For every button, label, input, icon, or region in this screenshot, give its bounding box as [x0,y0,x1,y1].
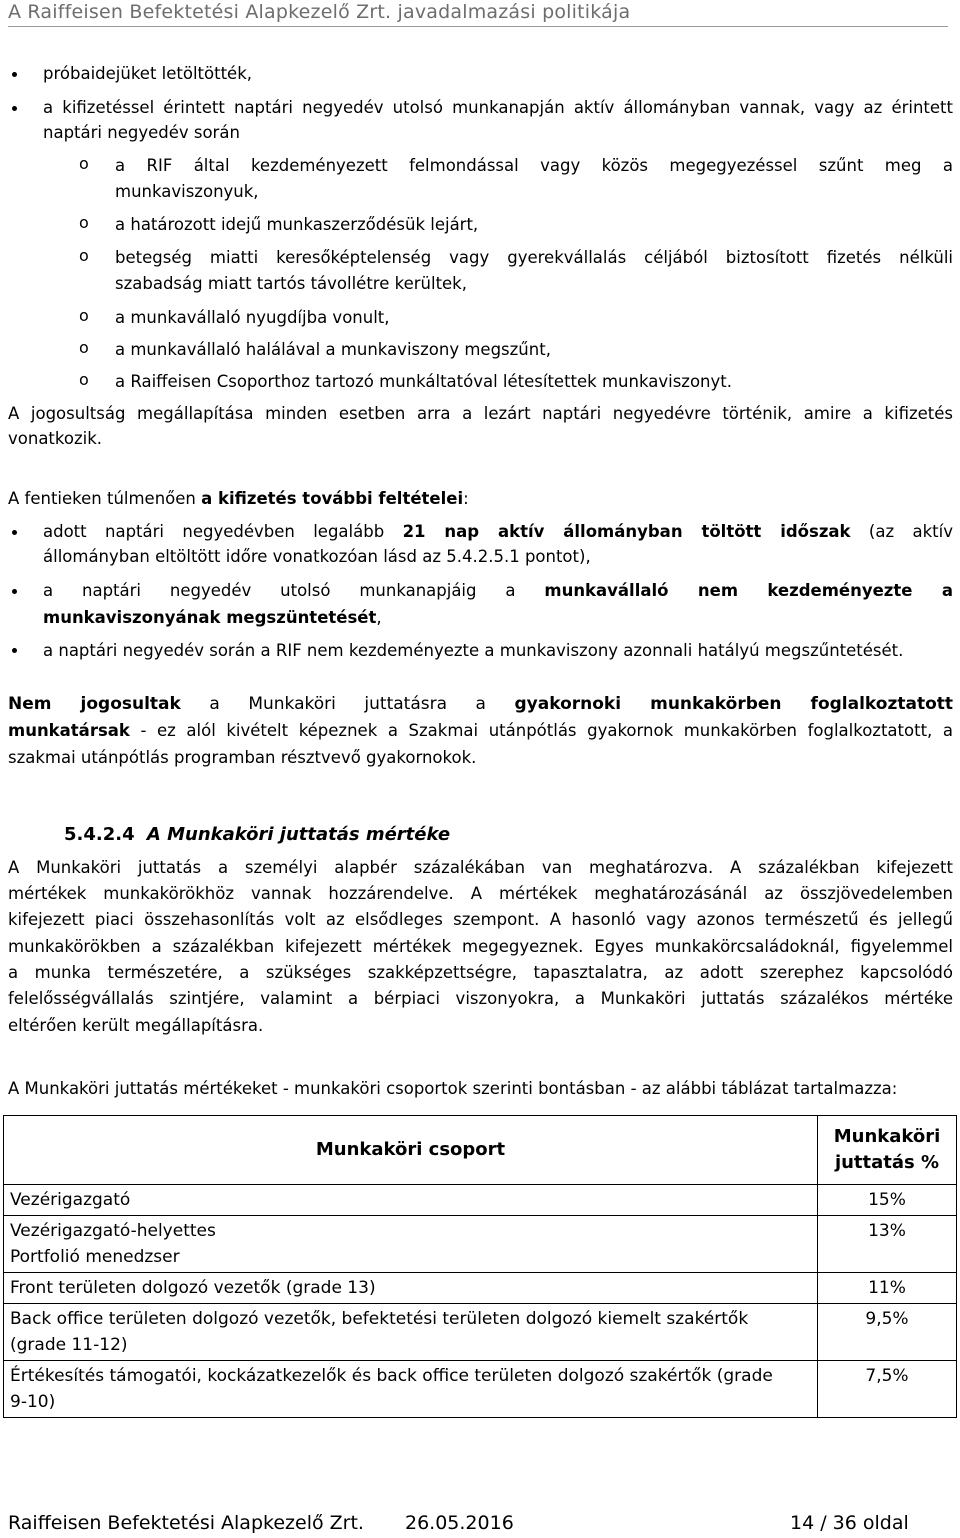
bullet-text: a kifizetéssel érintett naptári negyedév utolsó munkanapján aktív állományban vannak, vagy az érintett [43,98,953,117]
table-cell-pct: 15% [818,1185,957,1216]
cell-line: Portfolió menedzser [10,1247,180,1267]
paragraph-text: A jogosultság megállapítása minden esetben arra a lezárt naptári negyedévre történik, amire a kifizetés [8,404,953,423]
sub-item-text: a munkavállaló halálával a munkaviszony megszűnt, [115,340,551,359]
paragraph-text [8,693,953,715]
cell-line: Vezérigazgató [10,1190,131,1210]
cell-line: (grade 11-12) [10,1335,128,1355]
paragraph-text: A Munkaköri juttatás mértékeket - munkaköri csoportok szerinti bontásban - az alábbi táblázat tartalmazza: [8,1079,898,1098]
table-cell-group [4,1216,818,1273]
sub-bullet-marker: o [79,154,89,173]
cell-line: Front területen dolgozó vezetők (grade 13) [10,1278,376,1298]
text-span: (az aktív [850,522,954,541]
bullet-text: próbaidejüket letöltötték, [43,64,252,83]
table-cell-group [4,1273,818,1304]
bullet-text-cont [43,607,382,629]
sub-item-text: a Raiffeisen Csoporthoz tartozó munkáltatóval létesítettek munkaviszonyt. [115,372,732,391]
bold-span: 21 nap aktív állományban töltött időszak [402,522,851,541]
table-cell-group [4,1304,818,1361]
table-cell-group [4,1185,818,1216]
cell-line: Back office területen dolgozó vezetők, befektetési területen dolgozó kiemelt szakértők [10,1309,749,1329]
table-cell-group [4,1361,818,1418]
paragraph-text: eltérően került megállapításra. [8,1016,264,1035]
footer-date: 26.05.2016 [405,1512,514,1534]
paragraph-text: felelősségvállalás szintjére, valamint a bérpiaci viszonyokra, a Munkaköri juttatás százalékos mértéke [8,989,953,1008]
bold-span: munkaviszonyának megszüntetését [43,608,377,627]
paragraph-text-cont [8,720,953,742]
table-cell-pct: 7,5% [818,1361,957,1418]
bullet-icon [12,648,17,653]
bold-span: gyakornoki munkakörben foglalkoztatott [514,694,954,714]
sub-item-text-cont: munkaviszonyuk, [115,182,259,201]
bold-span: a kifizetés további feltételei [201,489,464,508]
footer-company: Raiffeisen Befektetési Alapkezelő Zrt. [8,1512,364,1534]
header-title: A Raiffeisen Befektetési Alapkezelő Zrt. javadalmazási politikája [8,1,631,23]
bullet-text-cont: naptári negyedév során [43,123,240,142]
sub-item-text-cont: szabadság miatt tartós távollétre kerültek, [115,274,467,293]
paragraph-text-cont: szakmai utánpótlás programban résztvevő gyakornokok. [8,748,477,767]
table-header-group: Munkaköri csoport [4,1116,818,1185]
table-cell-pct: 13% [818,1216,957,1273]
bold-span: munkatársak [8,721,130,740]
text-span: adott naptári negyedévben legalább [43,522,403,541]
paragraph-text: munkakörökben a százalékban kifejezett mértékek megegyeznek. Egyes munkakörcsaládoknál, figyelemmel [8,937,953,956]
bullet-icon [12,589,17,594]
header-line: juttatás % [834,1152,940,1173]
text-span: a Munkaköri juttatásra a [180,694,515,714]
table-cell-pct: 11% [818,1273,957,1304]
header-line: Munkaköri [833,1126,941,1147]
paragraph-text [8,488,469,510]
paragraph-text: mértékek munkakörökhöz vannak hozzárendelve. A mértékek meghatározásánál az összjövedelemben [8,884,953,903]
bullet-icon [12,72,17,77]
sub-bullet-marker: o [79,338,89,357]
table-row [4,1273,957,1304]
cell-line: 9-10) [10,1392,56,1412]
bold-span: Nem jogosultak [8,694,181,714]
cell-line: Vezérigazgató-helyettes [10,1221,216,1241]
bullet-icon [12,106,17,111]
table-header-row [4,1116,957,1185]
paragraph-text-cont: vonatkozik. [8,429,103,448]
bullet-text-cont: állományban eltöltött időre vonatkozóan lásd az 5.4.2.5.1 pontot), [43,547,591,566]
table-row [4,1216,957,1273]
section-heading [64,824,450,846]
sub-bullet-marker: o [79,246,89,265]
text-span: A fentieken túlmenően [8,489,202,508]
paragraph-text: a munka természetére, a szükséges szakképzettségre, tapasztalatra, az adott szerephez kapcsolódó [8,963,953,982]
sub-item-text: a határozott idejű munkaszerződésük lejárt, [115,215,479,234]
table-cell-pct: 9,5% [818,1304,957,1361]
cell-line: Értékesítés támogatói, kockázatkezelők és back office területen dolgozó szakértők (grade [10,1366,773,1386]
footer-page: 14 / 36 oldal [790,1512,909,1534]
sub-bullet-marker: o [79,213,89,232]
paragraph-text: A Munkaköri juttatás a személyi alapbér százalékában van meghatározva. A százalékban kifejezett [8,858,953,877]
bullet-text [43,580,953,602]
bullet-icon [12,530,17,535]
table-header-pct [818,1116,957,1185]
bold-span: munkavállaló nem kezdeményezte a [544,581,953,600]
paragraph-text: kifejezett piaci összehasonlítás volt az elsődleges szempont. A hasonló vagy azonos természetű és jellegű [8,910,953,929]
section-title: A Munkaköri juttatás mértéke [146,824,451,845]
sub-bullet-marker: o [79,370,89,389]
sub-bullet-marker: o [79,306,89,325]
table-row [4,1361,957,1418]
table-row [4,1185,957,1216]
section-number: 5.4.2.4 [64,824,135,845]
text-span: a naptári negyedév utolsó munkanapjáig a [43,581,545,600]
sub-item-text: a RIF által kezdeményezett felmondással vagy közös megegyezéssel szűnt meg a [115,156,953,175]
sub-item-text: betegség miatti keresőképtelenség vagy gyerekvállalás céljából biztosított fizetés nélküli [115,248,953,267]
text-span: : [463,489,469,508]
juttatas-table [3,1115,957,1418]
table-row [4,1304,957,1361]
page-header [8,0,948,27]
sub-item-text: a munkavállaló nyugdíjba vonult, [115,308,390,327]
text-span: - ez alól kivételt képeznek a Szakmai utánpótlás gyakornok munkakörben foglalkoztatott, a [129,721,953,740]
text-span: , [376,608,382,627]
bullet-text: a naptári negyedév során a RIF nem kezdeményezte a munkaviszony azonnali hatályú megszűntetését. [43,641,904,660]
bullet-text [43,521,953,543]
